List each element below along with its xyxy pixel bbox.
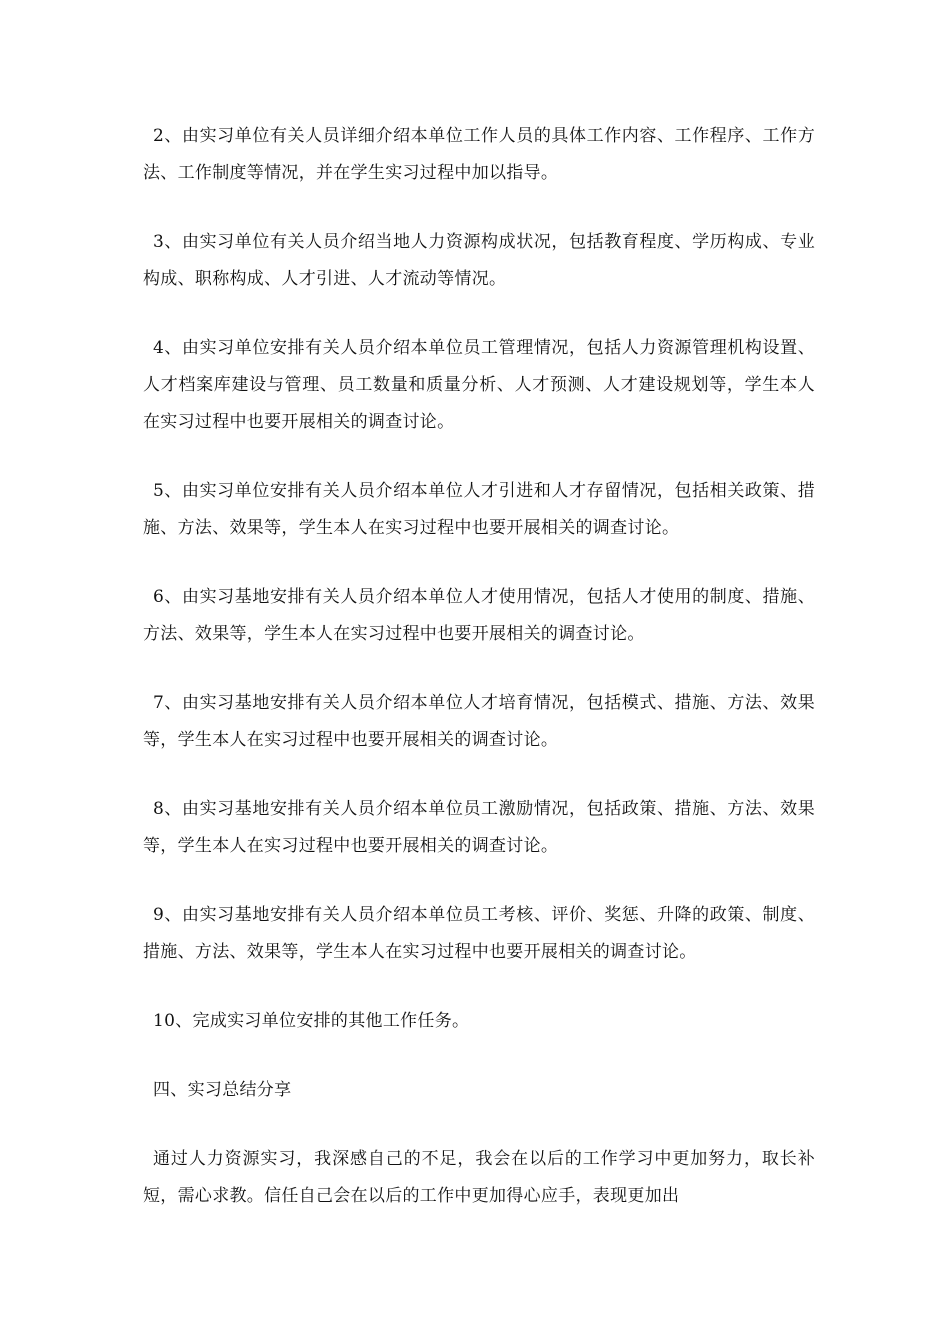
- paragraph-item-8: 8、由实习基地安排有关人员介绍本单位员工激励情况，包括政策、措施、方法、效果等，学生本人在实习过程中也要开展相关的调查讨论。: [143, 799, 815, 856]
- paragraph-item-10: 10、完成实习单位安排的其他工作任务。: [153, 1011, 470, 1031]
- summary-paragraph: 通过人力资源实习，我深感自己的不足，我会在以后的工作学习中更加努力，取长补短，需心求教。信任自己会在以后的工作中更加得心应手，表现更加出: [143, 1149, 815, 1206]
- paragraph-item-4: 4、由实习单位安排有关人员介绍本单位员工管理情况，包括人力资源管理机构设置、人才档案库建设与管理、员工数量和质量分析、人才预测、人才建设规划等，学生本人在实习过程中也要开展相关的调查讨论。: [143, 338, 815, 432]
- document-body: [143, 118, 815, 1247]
- section-heading: 四、实习总结分享: [153, 1080, 292, 1100]
- paragraph-item-7: 7、由实习基地安排有关人员介绍本单位人才培育情况，包括模式、措施、方法、效果等，学生本人在实习过程中也要开展相关的调查讨论。: [143, 693, 815, 750]
- paragraph-item-6: 6、由实习基地安排有关人员介绍本单位人才使用情况，包括人才使用的制度、措施、方法、效果等，学生本人在实习过程中也要开展相关的调查讨论。: [143, 587, 815, 644]
- paragraph-item-5: 5、由实习单位安排有关人员介绍本单位人才引进和人才存留情况，包括相关政策、措施、方法、效果等，学生本人在实习过程中也要开展相关的调查讨论。: [143, 481, 815, 538]
- paragraph-item-9: 9、由实习基地安排有关人员介绍本单位员工考核、评价、奖惩、升降的政策、制度、措施、方法、效果等，学生本人在实习过程中也要开展相关的调查讨论。: [143, 905, 815, 962]
- paragraph-item-2: 2、由实习单位有关人员详细介绍本单位工作人员的具体工作内容、工作程序、工作方法、工作制度等情况，并在学生实习过程中加以指导。: [143, 126, 815, 183]
- paragraph-item-3: 3、由实习单位有关人员介绍当地人力资源构成状况，包括教育程度、学历构成、专业构成、职称构成、人才引进、人才流动等情况。: [143, 232, 815, 289]
